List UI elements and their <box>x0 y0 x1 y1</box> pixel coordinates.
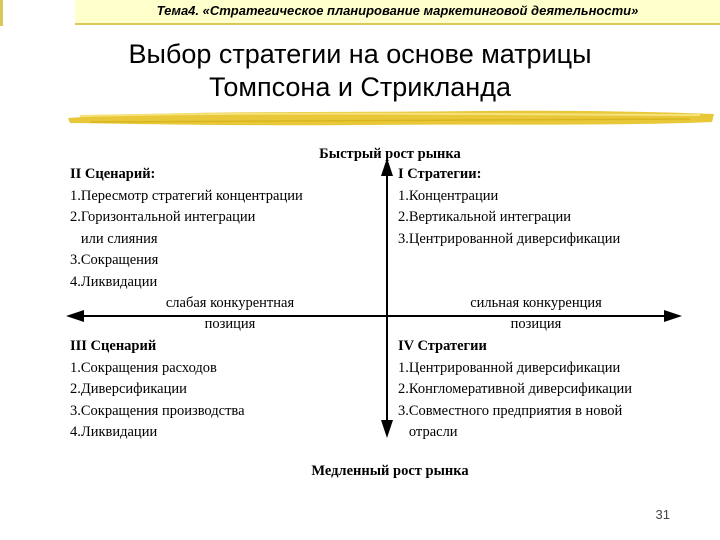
arrow-left-icon <box>66 310 84 322</box>
quadrant-ii-item: 2.Горизонтальной интеграции <box>70 209 256 225</box>
axis-label-slow-growth: Медленный рост рынка <box>311 463 469 479</box>
quadrant-iii-item: 3.Сокращения производства <box>70 402 245 419</box>
slide-title-line1: Выбор стратегии на основе матрицы <box>128 39 592 69</box>
quadrant-ii-item: или слияния <box>70 230 158 247</box>
quadrant-iv-item: 1.Центрированной диверсификации <box>398 359 621 376</box>
axis-label-strong-position-line1: сильная конкуренция <box>470 295 602 311</box>
quadrant-iii-item: 2.Диверсификации <box>70 381 187 397</box>
quadrant-ii-item: 3.Сокращения <box>70 252 159 268</box>
quadrant-iv-item: отрасли <box>398 424 458 440</box>
axis-label-fast-growth: Быстрый рост рынка <box>319 146 461 162</box>
arrow-down-icon <box>381 420 393 438</box>
quadrant-iii-item: 1.Сокращения расходов <box>70 359 217 376</box>
thompson-strickland-matrix <box>60 140 700 500</box>
quadrant-iv-item: 3.Совместного предприятия в новой <box>398 402 623 419</box>
quadrant-ii-title: II Сценарий: <box>70 166 156 182</box>
arrow-right-icon <box>664 310 682 322</box>
quadrant-iv-item: 2.Конгломеративной диверсификации <box>398 381 632 397</box>
page-number: 31 <box>655 507 670 522</box>
quadrant-iii-title: III Сценарий <box>70 338 157 354</box>
axis-label-weak-position-line2: позиция <box>204 316 256 332</box>
quadrant-iii-item: 4.Ликвидации <box>70 424 158 440</box>
left-accent-stripe <box>0 0 3 26</box>
title-underline-brush <box>60 104 720 132</box>
topic-title: Тема4. «Стратегическое планирование маркетинговой деятельности» <box>156 3 639 18</box>
axis-label-strong-position-line2: позиция <box>510 316 562 332</box>
quadrant-ii-item: 1.Пересмотр стратегий концентрации <box>70 187 303 204</box>
quadrant-i-title: I Стратегии: <box>398 166 482 182</box>
slide-title-line2: Томпсона и Стрикланда <box>209 72 511 102</box>
quadrant-i-item: 3.Центрированной диверсификации <box>398 230 621 247</box>
axis-label-weak-position-line1: слабая конкурентная <box>165 295 295 311</box>
slide-title <box>70 38 650 104</box>
quadrant-i-item: 1.Концентрации <box>398 187 499 204</box>
quadrant-iv-title: IV Стратегии <box>398 338 487 354</box>
topic-banner <box>75 0 720 25</box>
quadrant-ii-item: 4.Ликвидации <box>70 273 158 290</box>
quadrant-i-item: 2.Вертикальной интеграции <box>398 209 571 225</box>
